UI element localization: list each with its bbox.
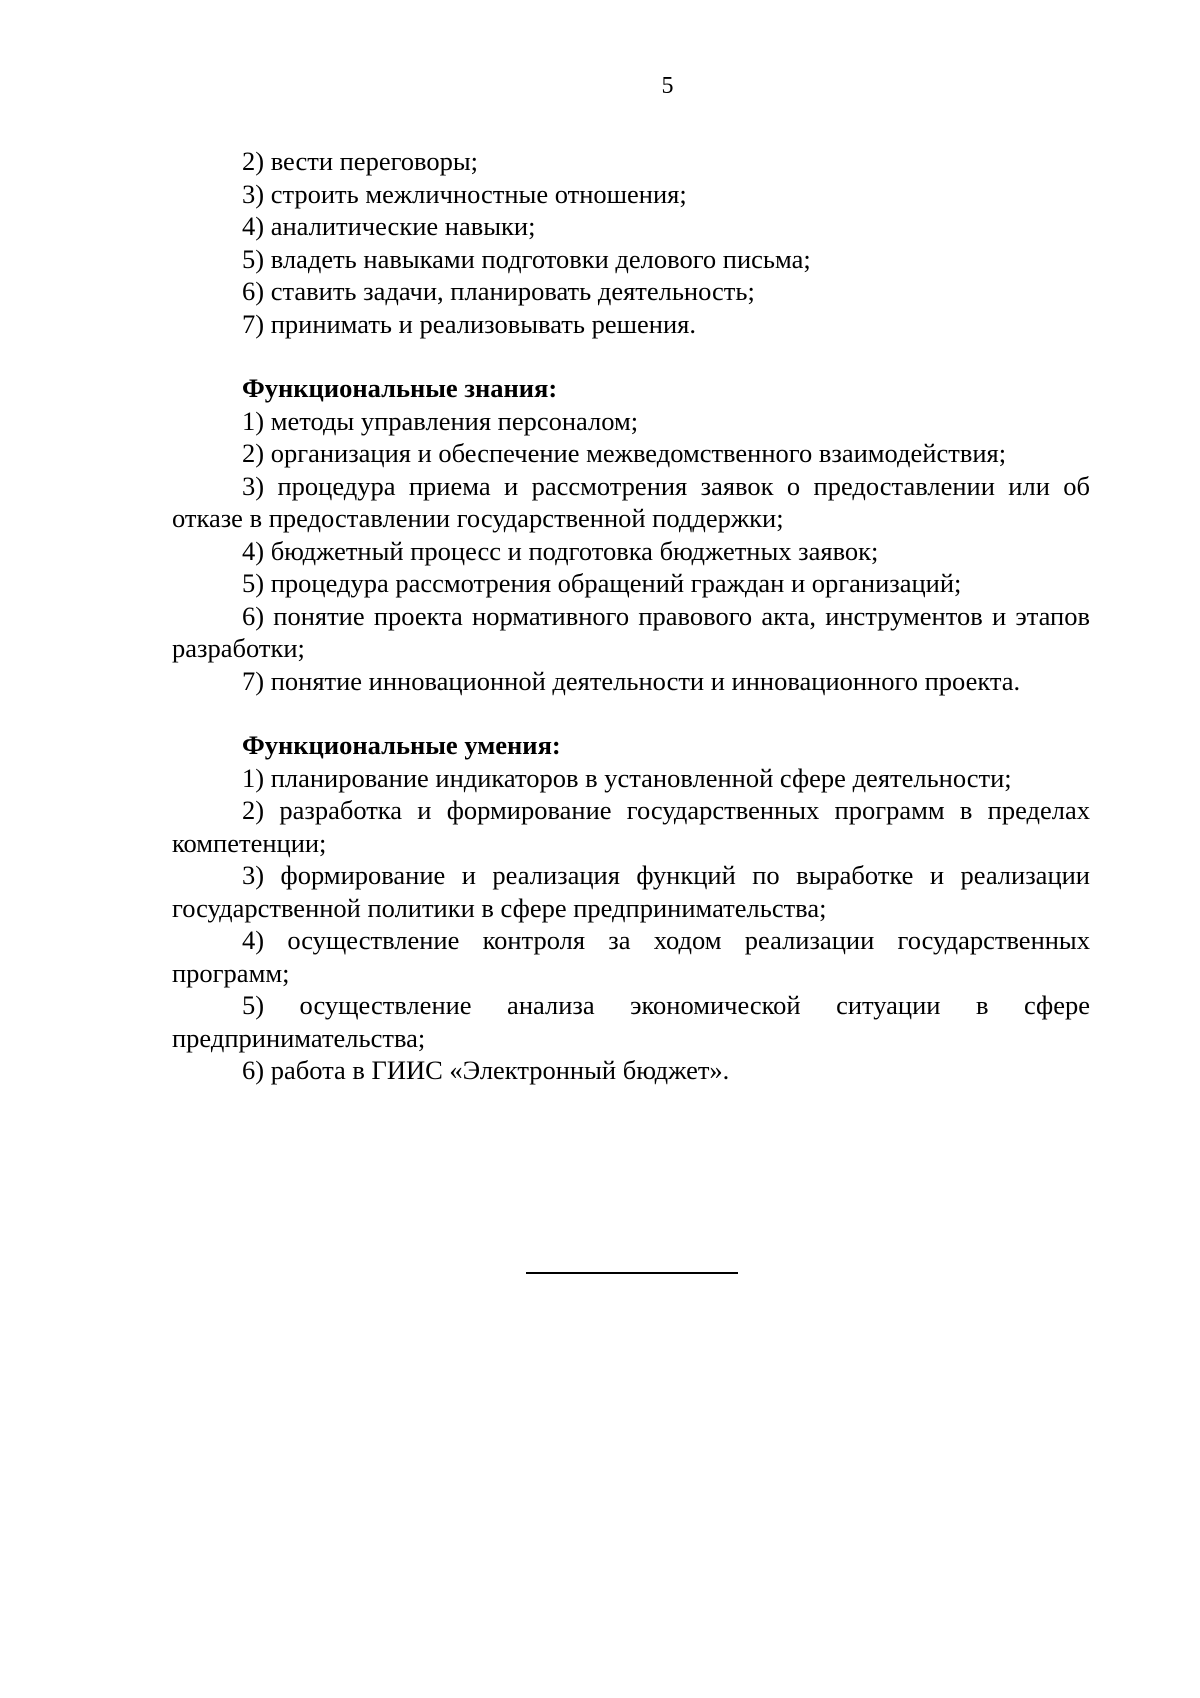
knowledge-item: 5) процедура рассмотрения обращений граждан и организаций;	[242, 568, 962, 598]
abilities-item: 1) планирование индикаторов в установленной сфере деятельности;	[242, 762, 1012, 793]
abilities-item: 5) осуществление анализа экономической ситуации в сфере предпринимательства;	[172, 990, 1090, 1053]
page-number: 5	[661, 73, 674, 99]
abilities-item: 2) разработка и формирование государственных программ в пределах компетенции;	[172, 795, 1090, 858]
knowledge-item: 1) методы управления персоналом;	[242, 405, 639, 436]
section-spacer	[172, 697, 1090, 729]
knowledge-section	[172, 372, 1090, 697]
knowledge-item: 4) бюджетный процесс и подготовка бюджетных заявок;	[242, 535, 879, 566]
skills-item: 4) аналитические навыки;	[242, 211, 536, 241]
skills-item: 6) ставить задачи, планировать деятельность;	[242, 276, 755, 306]
section-spacer	[172, 340, 1090, 372]
skills-item: 2) вести переговоры;	[242, 146, 479, 176]
skills-item: 3) строить межличностные отношения;	[242, 178, 687, 209]
document-body	[172, 145, 1090, 1087]
knowledge-item: 7) понятие инновационной деятельности и инновационного проекта.	[242, 665, 1021, 696]
abilities-item: 6) работа в ГИИС «Электронный бюджет».	[242, 1055, 730, 1085]
knowledge-item: 6) понятие проекта нормативного правового акта, инструментов и этапов разработки;	[172, 600, 1090, 663]
skills-list	[172, 145, 1090, 340]
knowledge-heading: Функциональные знания:	[242, 373, 558, 403]
abilities-item: 4) осуществление контроля за ходом реализации государственных программ;	[172, 925, 1090, 988]
abilities-heading: Функциональные умения:	[242, 730, 561, 760]
knowledge-item: 2) организация и обеспечение межведомственного взаимодействия;	[242, 438, 1007, 468]
abilities-section	[172, 729, 1090, 1087]
skills-item: 7) принимать и реализовывать решения.	[242, 308, 696, 339]
end-of-text-rule	[526, 1272, 738, 1274]
skills-item: 5) владеть навыками подготовки делового письма;	[242, 243, 811, 274]
abilities-item: 3) формирование и реализация функций по выработке и реализации государственной политики в сфере предпринимательства;	[172, 860, 1090, 923]
knowledge-item: 3) процедура приема и рассмотрения заявок о предоставлении или об отказе в предоставлении государственной поддержки;	[172, 470, 1090, 533]
